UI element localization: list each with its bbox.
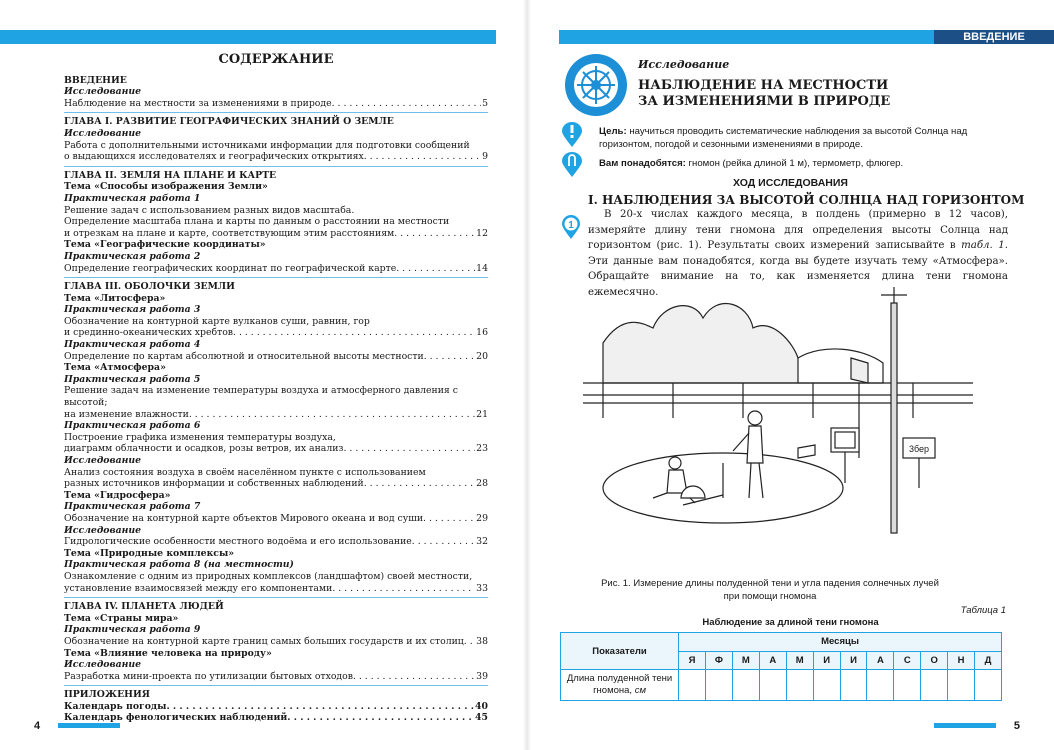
table-label: Таблица 1	[960, 605, 1006, 616]
row-label: Длина полуденной тени гномона, см	[561, 670, 679, 701]
toc-entry-text: на изменение влажности	[64, 408, 189, 420]
month-header: И	[840, 651, 867, 670]
toc-entry[interactable]	[64, 228, 488, 240]
toc-work-label: Практическая работа 1	[64, 192, 201, 204]
month-header: Д	[975, 651, 1002, 670]
toc-section-heading: ГЛАВА II. ЗЕМЛЯ НА ПЛАНЕ И КАРТЕ	[64, 169, 277, 181]
bottom-accent-bar	[934, 723, 996, 728]
month-header: Я	[679, 651, 706, 670]
toc-divider	[64, 597, 488, 598]
table-cell[interactable]	[786, 670, 813, 701]
toc-entry-text: Календарь фенологических наблюдений	[64, 712, 288, 724]
materials-text: Вам понадобятся: гномон (рейка длиной 1 м), термометр, флюгер.	[599, 158, 904, 169]
toc-leader-dots	[424, 351, 475, 363]
toc-page-number: 23	[476, 443, 488, 455]
toc-work-label: Практическая работа 5	[64, 373, 201, 385]
toc-line: Определение масштаба плана и карты по данным о расстоянии на местности	[64, 216, 450, 228]
gnomon-illustration	[583, 283, 973, 573]
toc-leader-dots	[332, 98, 481, 110]
table-cell[interactable]	[894, 670, 921, 701]
toc-divider	[64, 277, 488, 278]
toc-work-label: Практическая работа 9	[64, 624, 201, 636]
toc-topic: Тема «Географические координаты»	[64, 239, 266, 251]
toc-page-number: 32	[476, 536, 488, 548]
figure-caption: Рис. 1. Измерение длины полуденной тени и угла падения солнечных лучей при помощи гномона	[601, 578, 939, 602]
toc-entry[interactable]	[64, 636, 488, 648]
toc-topic: Тема «Способы изображения Земли»	[64, 181, 268, 193]
month-header: М	[786, 651, 813, 670]
toc-title: СОДЕРЖАНИЕ	[218, 52, 334, 67]
toc-page-number: 16	[476, 327, 488, 339]
month-header: А	[759, 651, 786, 670]
toc-entry[interactable]	[64, 151, 488, 163]
toc-leader-dots	[353, 671, 475, 683]
toc-entry-text: Обозначение на контурной карте границ самых больших государств и их столиц	[64, 635, 464, 647]
toc-line: Решение задач с использованием разных видов масштаба.	[64, 204, 355, 216]
toc-leader-dots	[287, 712, 474, 724]
table-row	[561, 670, 1002, 701]
toc-leader-dots	[166, 701, 474, 713]
toc-page-number: 39	[476, 670, 488, 682]
toc-entry-text: разных источников информации и собственных наблюдений	[64, 478, 364, 490]
toc-section-heading: ВВЕДЕНИЕ	[64, 74, 127, 86]
toc-entry-text: Разработка мини-проекта по утилизации бытовых отходов	[64, 670, 353, 682]
toc-leader-dots	[189, 409, 475, 421]
toc-topic: Тема «Влияние человека на природу»	[64, 647, 272, 659]
toc-line: Работа с дополнительными источниками информации для подготовки сообщений	[64, 139, 470, 151]
toc-entry-text: Определение географических координат по географической карте	[64, 262, 397, 274]
toc-page-number: 12	[476, 227, 488, 239]
toc-work-label: Практическая работа 6	[64, 420, 201, 432]
toc-entry-text: о выдающихся исследователях и географических открытиях	[64, 151, 364, 163]
page-number-right: 5	[1013, 720, 1020, 732]
toc-entry[interactable]	[64, 263, 488, 275]
toc-page-number: 9	[482, 151, 488, 163]
toc-entry[interactable]	[64, 351, 488, 363]
month-header: М	[732, 651, 759, 670]
toc-page-number: 45	[475, 712, 488, 724]
table-cell[interactable]	[840, 670, 867, 701]
research-kicker: Исследование	[638, 58, 730, 71]
table-cell[interactable]	[759, 670, 786, 701]
toc-topic: Тема «Природные комплексы»	[64, 547, 235, 559]
toc-entry-text: и отрезкам на плане и карте, соответствующим этим расстояниям	[64, 227, 395, 239]
table-cell[interactable]	[867, 670, 894, 701]
toc-entry-text: Гидрологические особенности местного водоёма и его использование	[64, 536, 412, 548]
month-header: И	[813, 651, 840, 670]
toc-page-number: 5	[482, 97, 488, 109]
toc-line: Ознакомление с одним из природных комплексов (ландшафтом) своей местности,	[64, 570, 473, 582]
toc-section-heading: ГЛАВА I. РАЗВИТИЕ ГЕОГРАФИЧЕСКИХ ЗНАНИЙ О ЗЕМЛЕ	[64, 116, 394, 128]
table-cell[interactable]	[813, 670, 840, 701]
toc-page-number: 14	[476, 262, 488, 274]
toc-leader-dots	[364, 151, 481, 163]
toc-entry[interactable]	[64, 712, 488, 724]
toc-section-heading: ГЛАВА III. ОБОЛОЧКИ ЗЕМЛИ	[64, 281, 235, 293]
svg-text:1: 1	[568, 220, 574, 231]
toc-entry-text: Календарь погоды	[64, 700, 167, 712]
toc-entry[interactable]	[64, 478, 488, 490]
toc-page-number: 40	[475, 700, 488, 712]
toc-leader-dots	[464, 636, 475, 648]
toc-entry[interactable]	[64, 671, 488, 683]
table-of-contents	[64, 54, 488, 724]
toc-leader-dots	[364, 478, 475, 490]
section-tag: ВВЕДЕНИЕ	[934, 30, 1054, 44]
step-one-pin-icon	[561, 214, 581, 240]
toc-entry[interactable]	[64, 443, 488, 455]
toc-entry[interactable]	[64, 409, 488, 421]
toc-leader-dots	[344, 443, 476, 455]
toc-work-label: Исследование	[64, 86, 142, 98]
toc-topic: Тема «Страны мира»	[64, 612, 179, 624]
month-header: А	[867, 651, 894, 670]
toc-entry-text: диаграмм облачности и осадков, розы ветров, их анализ	[64, 443, 344, 455]
toc-leader-dots	[423, 513, 475, 525]
toc-leader-dots	[332, 583, 475, 595]
toc-leader-dots	[412, 536, 475, 548]
month-header: Н	[948, 651, 975, 670]
figure-sign-label: 3бер	[908, 444, 930, 454]
toc-work-label: Исследование	[64, 127, 142, 139]
goal-text: Цель: научиться проводить систематические наблюдения за высотой Солнца над горизонтом, погодой и сезонными изменениями в природе.	[599, 126, 968, 150]
top-accent-bar	[0, 30, 496, 44]
toc-work-label: Практическая работа 3	[64, 304, 201, 316]
toc-leader-dots	[233, 327, 475, 339]
toc-section-heading: ПРИЛОЖЕНИЯ	[64, 689, 150, 701]
exclamation-pin-icon	[561, 122, 583, 148]
toc-work-label: Практическая работа 2	[64, 250, 201, 262]
toc-entry-text: и срединно-океанических хребтов	[64, 327, 234, 339]
toc-work-label: Исследование	[64, 524, 142, 536]
header-months: Месяцы	[679, 633, 1002, 652]
research-badge-icon	[565, 54, 627, 116]
toc-entry[interactable]	[64, 513, 488, 525]
toc-work-label: Исследование	[64, 455, 142, 466]
toc-page-number: 33	[476, 582, 488, 594]
toc-work-label: Исследование	[64, 659, 142, 671]
toc-line: Построение графика изменения температуры воздуха,	[64, 431, 336, 443]
research-title: НАБЛЮДЕНИЕ НА МЕСТНОСТИ ЗА ИЗМЕНЕНИЯМИ В ПРИРОДЕ	[638, 78, 891, 109]
toc-entry[interactable]	[64, 536, 488, 548]
toc-work-label: Практическая работа 8 (на местности)	[64, 559, 294, 571]
month-header: Ф	[705, 651, 732, 670]
month-header: С	[894, 651, 921, 670]
table-cell[interactable]	[948, 670, 975, 701]
toc-page-number: 20	[476, 350, 488, 362]
toc-page-number: 29	[476, 512, 488, 524]
toc-section-heading: ГЛАВА IV. ПЛАНЕТА ЛЮДЕЙ	[64, 601, 224, 613]
instruction-paragraph: В 20-х числах каждого месяца, в полдень (примерно в 12 часов), измеряйте длину тени гномона для определения высоты Солнца над горизонтом (рис. 1). Результаты своих измерений записывайте в табл. 1. Эти данные вам понадобятся, когда вы будете изучать тему «Атмосфера». Обращайте внимание на то, как изменяется длина тени гномона ежемесячно.	[588, 209, 1008, 298]
subheading: I. НАБЛЮДЕНИЯ ЗА ВЫСОТОЙ СОЛНЦА НАД ГОРИЗОНТОМ	[588, 193, 1025, 207]
toc-entry[interactable]	[64, 701, 488, 713]
observation-table	[560, 632, 1002, 701]
toc-work-label: Практическая работа 4	[64, 339, 201, 351]
table-title: Наблюдение за длиной тени гномона	[702, 617, 879, 628]
toc-line: Решение задач на изменение температуры воздуха и атмосферного давления с высотой;	[64, 385, 458, 409]
toc-entry-text: Наблюдение на местности за изменениями в природе	[64, 97, 332, 109]
toc-entry[interactable]	[64, 98, 488, 110]
toc-divider	[64, 166, 488, 167]
paperclip-pin-icon	[561, 152, 583, 178]
toc-topic: Тема «Литосфера»	[64, 292, 166, 304]
toc-line: Обозначение на контурной карте вулканов суши, равнин, гор	[64, 315, 370, 327]
table-cell[interactable]	[975, 670, 1002, 701]
course-heading: ХОД ИССЛЕДОВАНИЯ	[733, 177, 848, 189]
toc-page-number: 28	[476, 478, 488, 490]
month-header: О	[921, 651, 948, 670]
table-cell[interactable]	[732, 670, 759, 701]
toc-page-number: 38	[476, 635, 488, 647]
toc-line: Анализ состояния воздуха в своём населённом пункте с использованием	[64, 466, 426, 478]
toc-divider	[64, 112, 488, 113]
page-number-left: 4	[34, 720, 41, 732]
toc-work-label: Практическая работа 7	[64, 501, 201, 513]
table-cell[interactable]	[679, 670, 706, 701]
toc-topic: Тема «Гидросфера»	[64, 489, 171, 501]
table-cell[interactable]	[921, 670, 948, 701]
toc-entry[interactable]	[64, 583, 488, 595]
toc-entry-text: Определение по картам абсолютной и относительной высоты местности	[64, 350, 424, 362]
toc-page-number: 21	[476, 408, 488, 420]
toc-leader-dots	[396, 263, 475, 275]
toc-topic: Тема «Атмосфера»	[64, 362, 166, 374]
toc-entry-text: Обозначение на контурной карте объектов Мирового океана и вод суши	[64, 512, 424, 524]
toc-entry-text: установление взаимосвязей между его компонентами	[64, 582, 333, 594]
toc-divider	[64, 685, 488, 686]
bottom-accent-bar	[58, 723, 120, 728]
table-cell[interactable]	[705, 670, 732, 701]
toc-entry[interactable]	[64, 327, 488, 339]
header-indicators: Показатели	[561, 633, 679, 670]
toc-leader-dots	[394, 228, 475, 240]
